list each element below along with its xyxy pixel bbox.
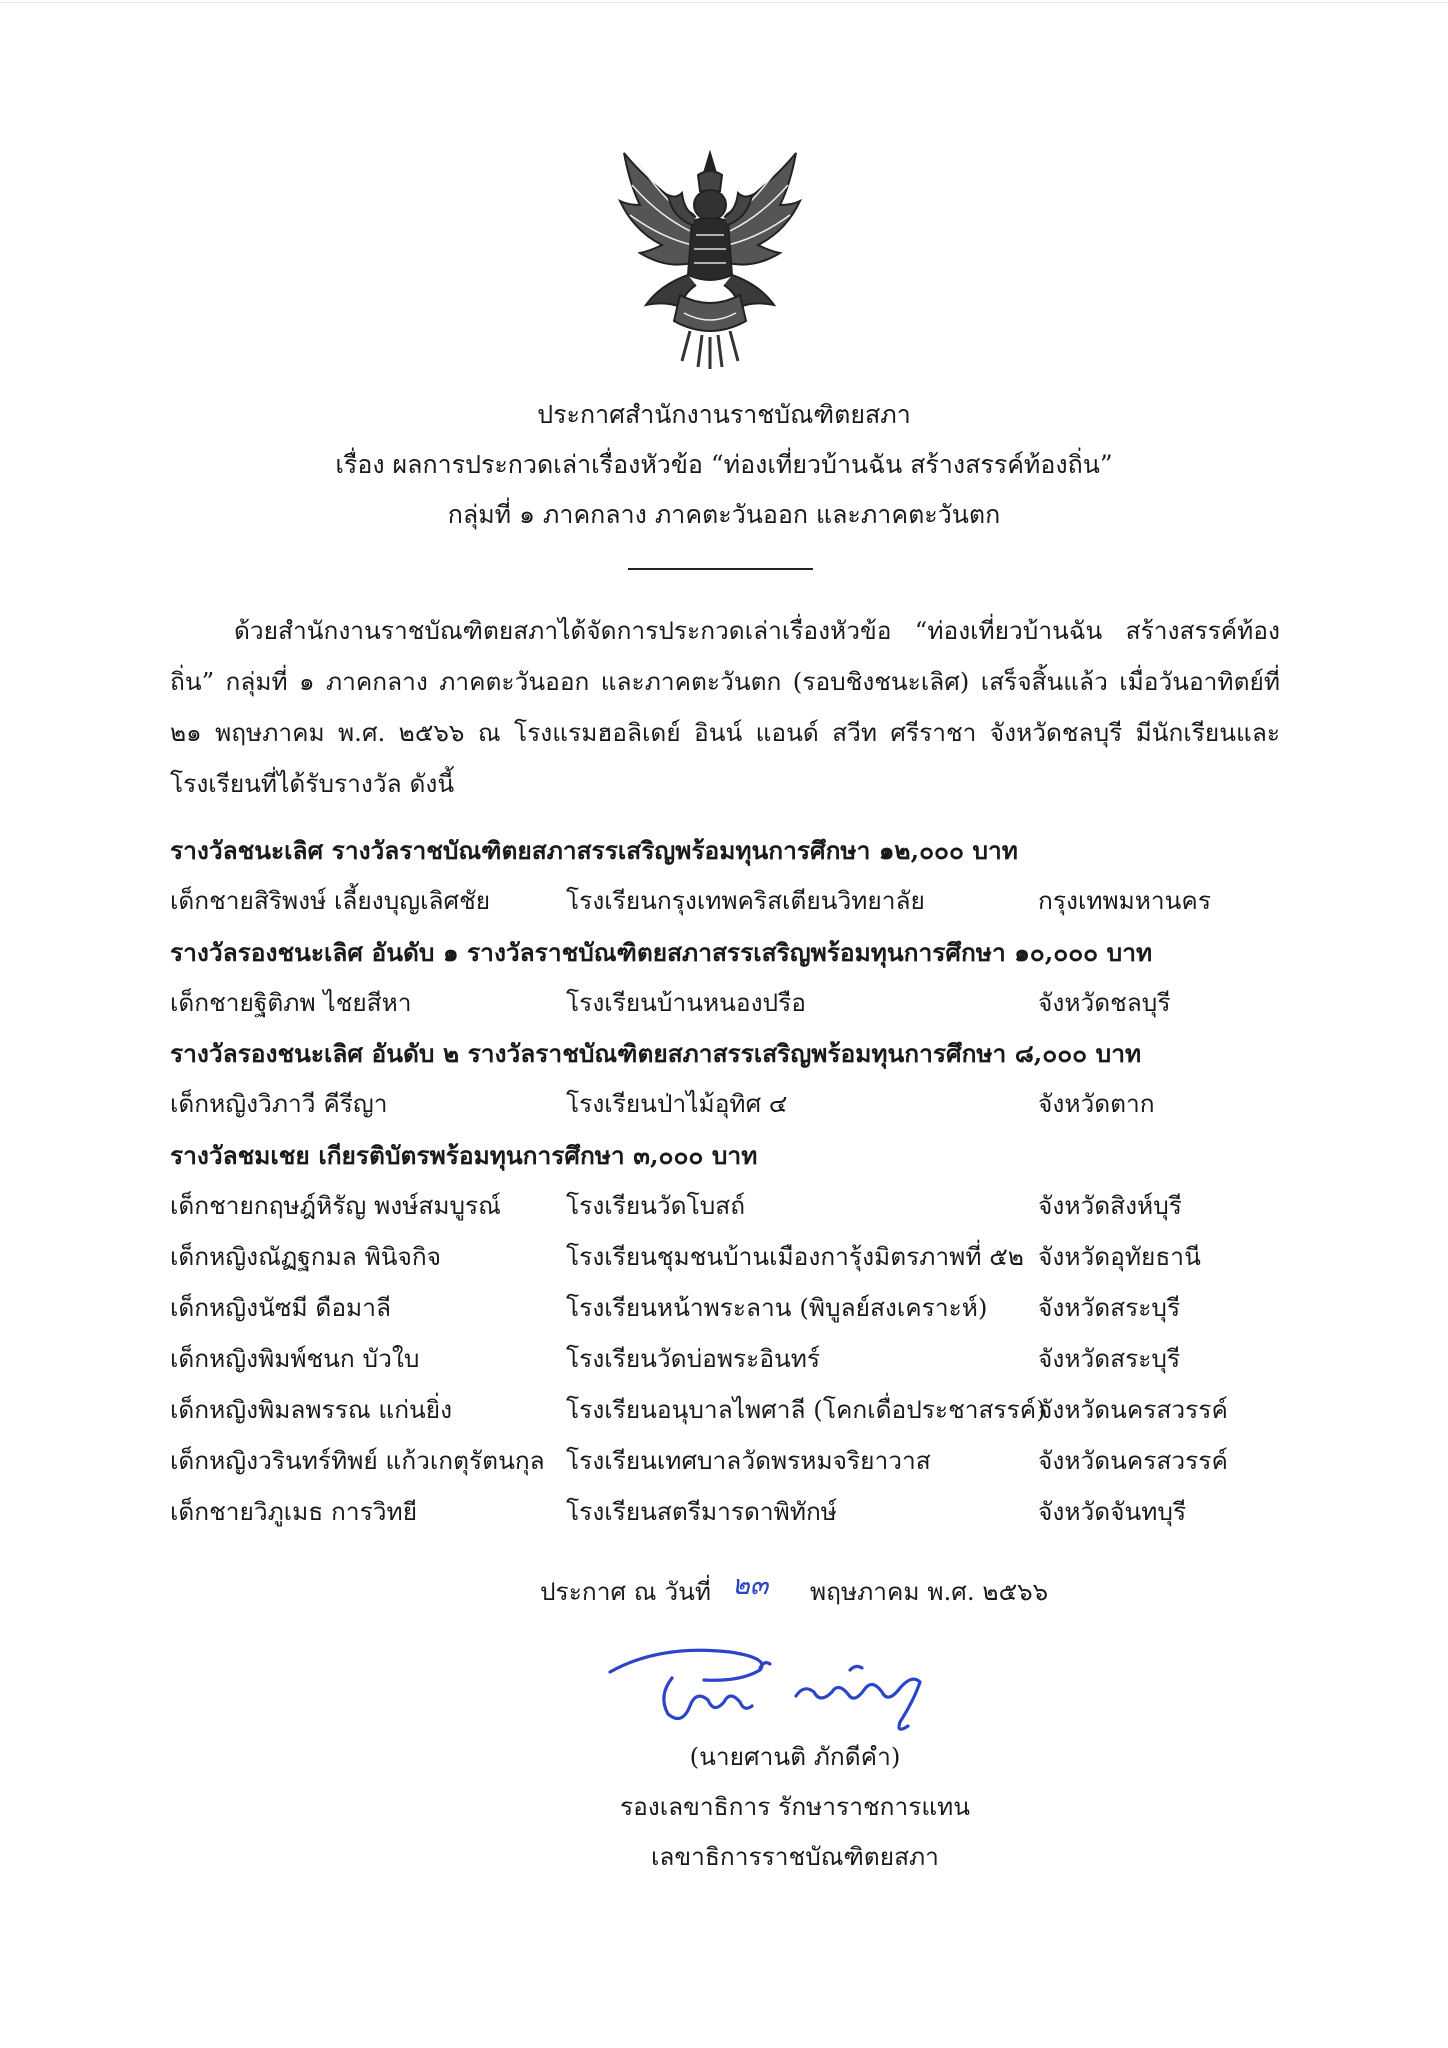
province-name: จังหวัดชลบุรี <box>1038 988 1171 1017</box>
announcement-group: กลุ่มที่ ๑ ภาคกลาง ภาคตะวันออก และภาคตะวันตก <box>447 500 1001 529</box>
student-name: เด็กหญิงพิมลพรรณ แก่นยิ่ง <box>170 1395 453 1424</box>
signer-title: เลขาธิการราชบัณฑิตยสภา <box>651 1842 939 1871</box>
date-prefix: ประกาศ ณ วันที่ <box>540 1577 711 1606</box>
announcement-title: ประกาศสำนักงานราชบัณฑิตยสภา <box>537 400 911 429</box>
winner-row <box>170 1189 1300 1223</box>
award-heading-runnerup-1: รางวัลรองชนะเลิศ อันดับ ๑ รางวัลราชบัณฑิตยสภาสรรเสริญพร้อมทุนการศึกษา ๑๐,๐๐๐ บาท <box>170 938 1153 967</box>
school-name: โรงเรียนวัดบ่อพระอินทร์ <box>566 1344 821 1373</box>
winner-row <box>170 986 1300 1020</box>
signer-name: (นายศานติ ภักดีคำ) <box>689 1742 901 1771</box>
province-name: จังหวัดอุทัยธานี <box>1038 1242 1201 1271</box>
date-month-year: พฤษภาคม พ.ศ. ๒๕๖๖ <box>810 1577 1049 1606</box>
province-name: จังหวัดสระบุรี <box>1038 1344 1181 1373</box>
student-name: เด็กชายกฤษฎ์หิรัญ พงษ์สมบูรณ์ <box>170 1191 501 1220</box>
student-name: เด็กชายวิภูเมธ การวิทยี <box>170 1497 418 1526</box>
winner-row <box>170 1342 1300 1376</box>
school-name: โรงเรียนชุมชนบ้านเมืองการุ้งมิตรภาพที่ ๕๒ <box>566 1242 1024 1271</box>
award-heading-honorable: รางวัลชมเชย เกียรติบัตรพร้อมทุนการศึกษา ๓,๐๐๐ บาท <box>170 1141 758 1170</box>
school-name: โรงเรียนเทศบาลวัดพรหมจริยาวาส <box>566 1446 931 1475</box>
handwritten-signature <box>600 1630 960 1740</box>
winner-row <box>170 1444 1300 1478</box>
school-name: โรงเรียนป่าไม้อุทิศ ๔ <box>566 1089 788 1118</box>
date-day-handwritten: ๒๓ <box>732 1570 769 1601</box>
winner-row <box>170 1240 1300 1274</box>
school-name: โรงเรียนวัดโบสถ์ <box>566 1191 746 1220</box>
signer-position: รองเลขาธิการ รักษาราชการแทน <box>619 1792 971 1821</box>
intro-paragraph: ด้วยสำนักงานราชบัณฑิตยสภาได้จัดการประกวดเล่าเรื่องหัวข้อ “ท่องเที่ยวบ้านฉัน สร้างสรรค์ท้องถิ่น” กลุ่มที่ ๑ ภาคกลาง ภาคตะวันออก และภาคตะวันตก (รอบชิงชนะเลิศ) เสร็จสิ้นแล้ว เมื่อวันอาทิตย์ที่ ๒๑ พฤษภาคม พ.ศ. ๒๕๖๖ ณ โรงแรมฮอลิเดย์ อินน์ แอนด์ สวีท ศรีราชา จังหวัดชลบุรี มีนักเรียนและโรงเรียนที่ได้รับรางวัล ดังนี้ <box>170 616 1280 798</box>
winner-row <box>170 1087 1300 1121</box>
student-name: เด็กหญิงวิภาวี คีรีญา <box>170 1089 388 1118</box>
winner-row <box>170 1495 1300 1529</box>
student-name: เด็กหญิงวรินทร์ทิพย์ แก้วเกตุรัตนกุล <box>170 1446 545 1475</box>
title-divider <box>628 568 813 570</box>
award-heading-runnerup-2: รางวัลรองชนะเลิศ อันดับ ๒ รางวัลราชบัณฑิตยสภาสรรเสริญพร้อมทุนการศึกษา ๘,๐๐๐ บาท <box>170 1039 1142 1068</box>
student-name: เด็กชายฐิติภพ ไชยสีหา <box>170 988 412 1017</box>
student-name: เด็กหญิงนัซมี ดือมาลี <box>170 1293 391 1322</box>
province-name: จังหวัดตาก <box>1038 1089 1155 1118</box>
province-name: กรุงเทพมหานคร <box>1038 886 1211 915</box>
student-name: เด็กหญิงพิมพ์ชนก บัวใบ <box>170 1344 420 1373</box>
scan-edge <box>0 2 1448 3</box>
school-name: โรงเรียนกรุงเทพคริสเตียนวิทยาลัย <box>566 886 925 915</box>
winner-row <box>170 1291 1300 1325</box>
garuda-emblem-icon <box>610 145 810 370</box>
winner-row <box>170 884 1300 918</box>
award-heading-first: รางวัลชนะเลิศ รางวัลราชบัณฑิตยสภาสรรเสริญพร้อมทุนการศึกษา ๑๒,๐๐๐ บาท <box>170 836 1018 865</box>
school-name: โรงเรียนสตรีมารดาพิทักษ์ <box>566 1497 837 1526</box>
province-name: จังหวัดสระบุรี <box>1038 1293 1181 1322</box>
school-name: โรงเรียนบ้านหนองปรือ <box>566 988 806 1017</box>
school-name: โรงเรียนหน้าพระลาน (พิบูลย์สงเคราะห์) <box>566 1293 988 1322</box>
province-name: จังหวัดจันทบุรี <box>1038 1497 1187 1526</box>
student-name: เด็กหญิงณัฏฐกมล พินิจกิจ <box>170 1242 442 1271</box>
province-name: จังหวัดนครสวรรค์ <box>1038 1446 1228 1475</box>
student-name: เด็กชายสิริพงษ์ เลี้ยงบุญเลิศชัย <box>170 886 491 915</box>
winner-row <box>170 1393 1300 1427</box>
province-name: จังหวัดนครสวรรค์ <box>1038 1395 1228 1424</box>
school-name: โรงเรียนอนุบาลไพศาลี (โคกเดื่อประชาสรรค์) <box>566 1395 1046 1424</box>
announcement-subject: เรื่อง ผลการประกวดเล่าเรื่องหัวข้อ “ท่องเที่ยวบ้านฉัน สร้างสรรค์ท้องถิ่น” <box>335 450 1113 479</box>
province-name: จังหวัดสิงห์บุรี <box>1038 1191 1182 1220</box>
